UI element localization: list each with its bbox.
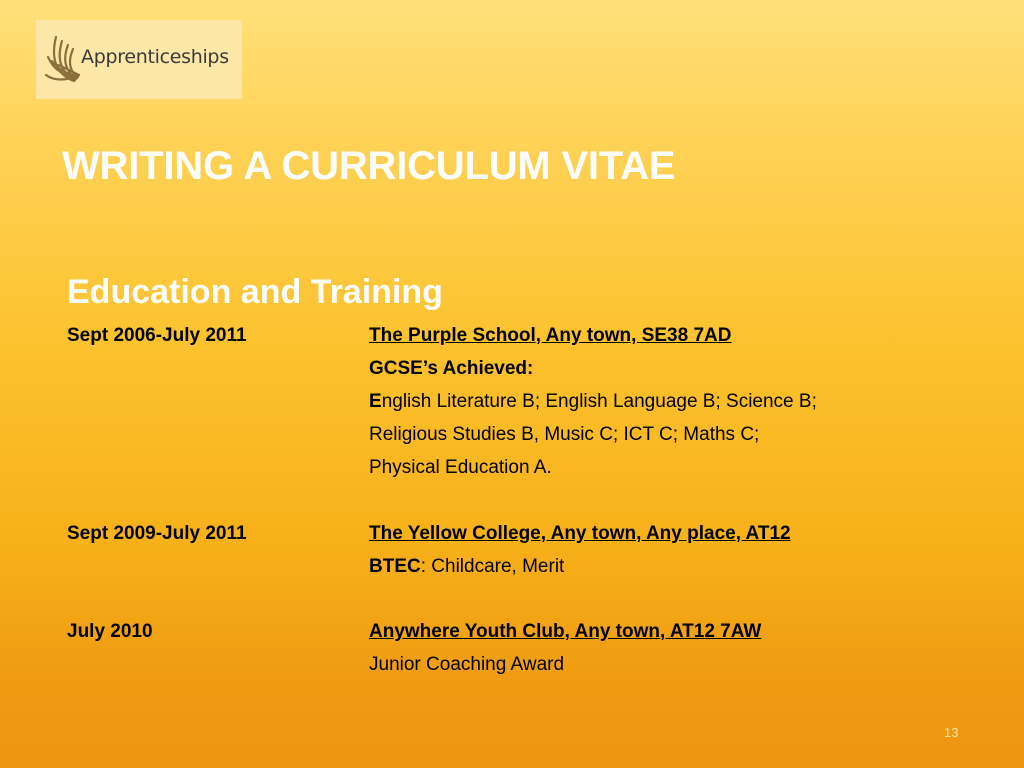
apprenticeships-logo xyxy=(36,20,242,99)
entry-institution: The Purple School, Any town, SE38 7AD xyxy=(369,325,732,346)
slide-title: WRITING A CURRICULUM VITAE xyxy=(62,144,676,188)
detail-bold-text: E xyxy=(369,391,382,412)
detail-bold-text: BTEC xyxy=(369,556,421,577)
entry-date: Sept 2009-July 2011 xyxy=(67,523,247,544)
detail-bold-text: GCSE’s Achieved: xyxy=(369,358,534,379)
detail-text: nglish Literature B; English Language B; Science B; xyxy=(381,391,817,412)
detail-text: Religious Studies B, Music C; ICT C; Maths C; xyxy=(369,424,760,445)
entry-institution: The Yellow College, Any town, Any place, AT12 xyxy=(369,523,791,544)
entry-detail-line xyxy=(369,424,759,446)
entry-detail-line xyxy=(369,654,564,676)
detail-text: Physical Education A. xyxy=(369,457,552,478)
entry-institution: Anywhere Youth Club, Any town, AT12 7AW xyxy=(369,621,762,642)
detail-text: Junior Coaching Award xyxy=(369,654,565,675)
detail-text: : Childcare, Merit xyxy=(420,556,565,577)
section-heading: Education and Training xyxy=(67,273,443,311)
logo-text: Apprenticeships xyxy=(81,46,229,68)
entry-detail-line xyxy=(369,556,564,578)
entry-date: July 2010 xyxy=(67,621,153,642)
entry-detail-line xyxy=(369,391,817,413)
page-number: 13 xyxy=(944,725,959,740)
entry-date: Sept 2006-July 2011 xyxy=(67,325,247,346)
entry-detail-line xyxy=(369,457,552,479)
entry-detail-line xyxy=(369,358,533,380)
